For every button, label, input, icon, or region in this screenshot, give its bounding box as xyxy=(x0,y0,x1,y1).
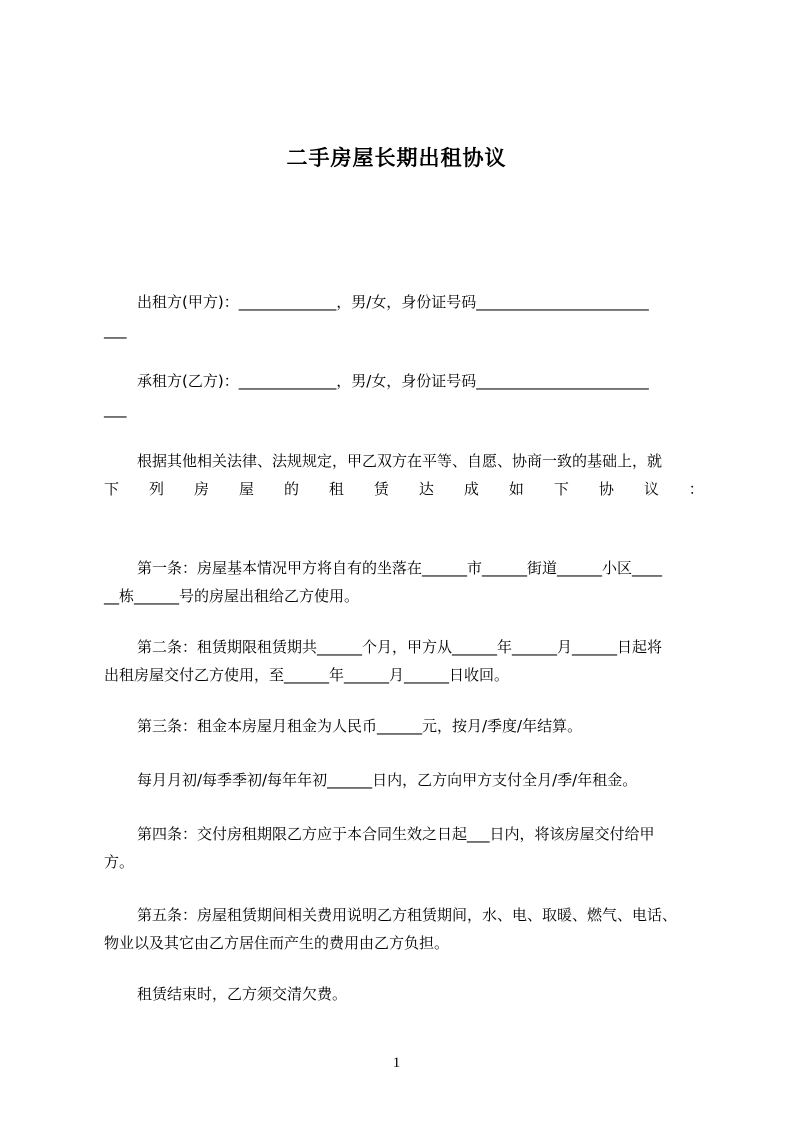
article-4-line-cont: 方。 xyxy=(104,853,135,871)
intro-char: 如 xyxy=(508,480,524,498)
intro-spread-line xyxy=(104,479,704,499)
article-5-line-cont: 物业以及其它由乙方居住而产生的费用由乙方负担。 xyxy=(104,934,450,952)
intro-char: 下 xyxy=(104,480,120,498)
article-4-line: 第四条：交付房租期限乙方应于本合同生效之日起___日内，将该房屋交付给甲 xyxy=(137,825,655,843)
intro-char: 列 xyxy=(148,480,164,498)
intro-char: 赁 xyxy=(373,480,389,498)
article-5-line: 第五条：房屋租赁期间相关费用说明乙方租赁期间，水、电、取暖、燃气、电话、 xyxy=(137,906,678,924)
intro-char: ： xyxy=(688,480,704,498)
document-title: 二手房屋长期出租协议 xyxy=(286,146,507,170)
intro-char: 成 xyxy=(463,480,479,498)
intro-char: 屋 xyxy=(238,480,254,498)
lessor-line-cont: ___ xyxy=(104,321,127,339)
intro-char: 的 xyxy=(283,480,299,498)
intro-char: 下 xyxy=(553,480,569,498)
article-1-line: 第一条：房屋基本情况甲方将自有的坐落在______市______街道______小区____ xyxy=(137,559,663,577)
lessee-line-cont: ___ xyxy=(104,400,127,418)
intro-char: 房 xyxy=(193,480,209,498)
intro-line: 根据其他相关法律、法规规定，甲乙双方在平等、自愿、协商一致的基础上，就 xyxy=(137,452,663,470)
article-1-line-cont: __栋______号的房屋出租给乙方使用。 xyxy=(104,587,360,605)
intro-char: 达 xyxy=(418,480,434,498)
closing-line: 租赁结束时，乙方须交清欠费。 xyxy=(137,985,348,1003)
payment-line: 每月月初/每季季初/每年年初______日内，乙方向甲方支付全月/季/年租金。 xyxy=(137,771,638,789)
lessee-line: 承租方(乙方)：_____________，男/女，身份证号码_______________________ xyxy=(137,372,649,390)
lessor-line: 出租方(甲方)：_____________，男/女，身份证号码_______________________ xyxy=(137,293,649,311)
article-2-line-cont: 出租房屋交付乙方使用，至______年______月______日收回。 xyxy=(104,666,510,684)
intro-char: 议 xyxy=(643,480,659,498)
intro-char: 租 xyxy=(328,480,344,498)
article-3-line: 第三条：租金本房屋月租金为人民币______元，按月/季度/年结算。 xyxy=(137,717,583,735)
page-number: 1 xyxy=(392,1055,401,1071)
article-2-line: 第二条：租赁期限租赁期共______个月，甲方从______年______月______日起将 xyxy=(137,638,663,656)
intro-char: 协 xyxy=(598,480,614,498)
